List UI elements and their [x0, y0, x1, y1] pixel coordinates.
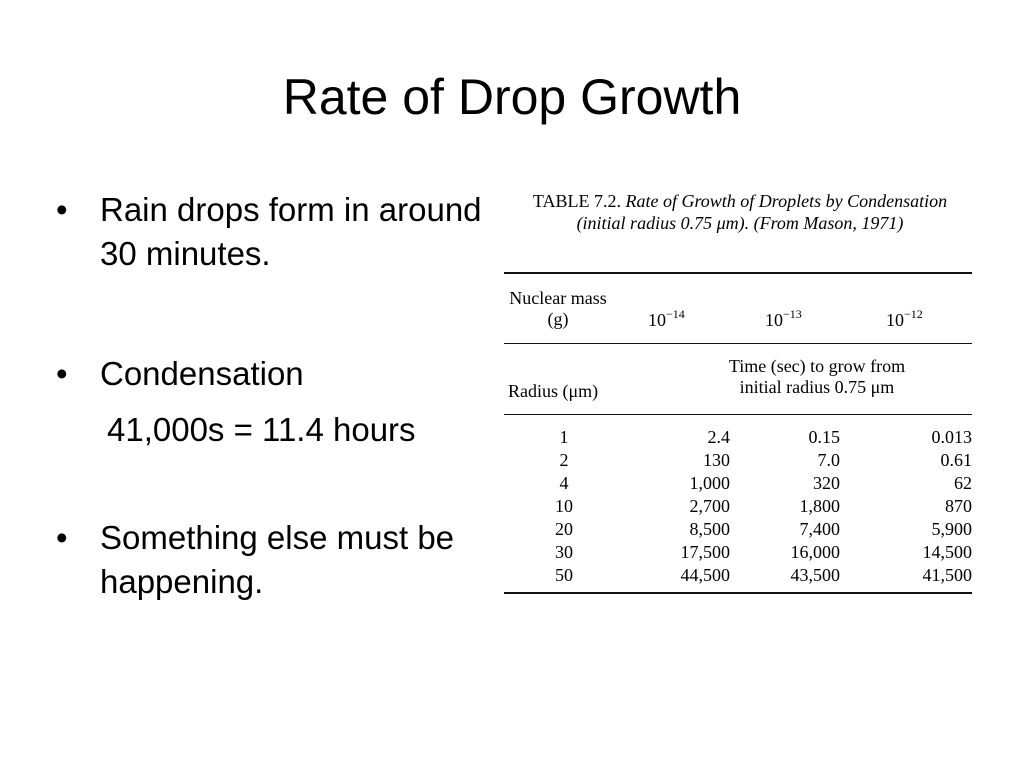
- bullet-item: [56, 516, 486, 604]
- time-cell-1e-12: 5,900: [931, 519, 972, 539]
- time-cell-1e-14: 2.4: [707, 427, 730, 447]
- bullet-marker: •: [56, 355, 68, 392]
- radius-cell: 2: [559, 450, 569, 470]
- time-cell-1e-13: 43,500: [790, 565, 840, 585]
- condensation-time: 41,000s = 11.4 hours: [107, 411, 416, 448]
- table-caption-label: TABLE 7.2.: [532, 191, 621, 211]
- radius-header: Radius (μm): [508, 381, 599, 401]
- mass-header-cell: [648, 307, 685, 331]
- time-cell-1e-12: 41,500: [922, 565, 972, 585]
- time-cell-1e-12: 62: [954, 473, 972, 493]
- mass-base: 10: [648, 310, 666, 330]
- table-caption-text: Rate of Growth of Droplets by Condensation (initial radius 0.75 μm). (From Mason, 1971): [576, 191, 948, 233]
- time-header: Time (sec) to grow from initial radius 0.75 μm: [728, 356, 906, 397]
- table-caption: [530, 190, 950, 234]
- time-cell-1e-14: 8,500: [689, 519, 730, 539]
- mass-exponent: −14: [666, 307, 685, 321]
- time-cell-1e-13: 7.0: [817, 450, 840, 470]
- time-cell-1e-14: 2,700: [689, 496, 730, 516]
- time-cell-1e-12: 0.013: [931, 427, 972, 447]
- time-cell-1e-14: 17,500: [680, 542, 730, 562]
- slide-title: Rate of Drop Growth: [282, 69, 742, 125]
- mass-base: 10: [765, 310, 783, 330]
- time-cell-1e-12: 0.61: [940, 450, 972, 470]
- time-cell-1e-14: 130: [703, 450, 730, 470]
- mass-header-cell: [886, 307, 923, 331]
- mass-header: Nuclear mass (g): [509, 288, 607, 329]
- time-cell-1e-13: 320: [813, 473, 840, 493]
- bullet-text: Rain drops form in around 30 minutes.: [100, 191, 482, 272]
- bullet-marker: •: [56, 519, 68, 556]
- table-rule: [504, 343, 972, 344]
- time-cell-1e-13: 1,800: [799, 496, 840, 516]
- time-cell-1e-12: 14,500: [922, 542, 972, 562]
- table-rule: [504, 592, 972, 594]
- bullet-text: Something else must be happening.: [100, 519, 455, 600]
- time-cell-1e-13: 16,000: [790, 542, 840, 562]
- radius-cell: 4: [559, 473, 569, 493]
- time-cell-1e-12: 870: [945, 496, 972, 516]
- table-rule: [504, 414, 972, 415]
- time-cell-1e-13: 7,400: [799, 519, 840, 539]
- radius-cell: 10: [555, 496, 573, 516]
- table-rule: [504, 272, 972, 274]
- time-cell-1e-13: 0.15: [808, 427, 840, 447]
- radius-cell: 1: [559, 427, 569, 447]
- mass-exponent: −12: [904, 307, 923, 321]
- mass-exponent: −13: [783, 307, 802, 321]
- bullet-text: Condensation: [100, 355, 304, 392]
- mass-base: 10: [886, 310, 904, 330]
- time-cell-1e-14: 44,500: [680, 565, 730, 585]
- radius-cell: 30: [555, 542, 573, 562]
- bullet-marker: •: [56, 191, 68, 228]
- radius-cell: 50: [555, 565, 573, 585]
- radius-cell: 20: [555, 519, 573, 539]
- mass-header-cell: [765, 307, 802, 331]
- bullet-item: [56, 352, 496, 396]
- bullet-item: [56, 188, 496, 276]
- time-cell-1e-14: 1,000: [689, 473, 730, 493]
